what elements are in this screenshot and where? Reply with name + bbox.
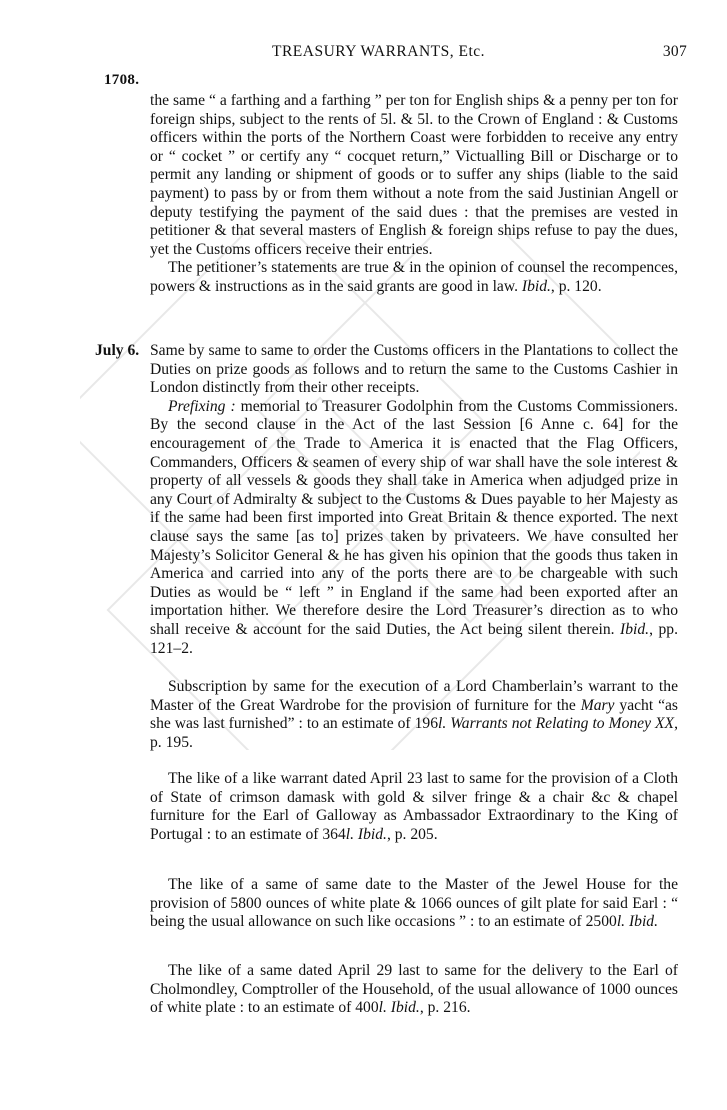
date-margin-label: July 6.	[95, 342, 140, 359]
paragraph-4: Prefixing : memorial to Treasurer Godolphin from the Customs Commissioners. By the second clause in the Act of the last Session [6 Anne c. 64] for the encouragement of the Trade to America it is enacted that the Flag Officers, Commanders, Officers & seamen of every ship of war shall have the sole interest & property of all vessels & goods they shall take in America when adjudged prize in any Court of Admiralty & subject to the Customs & Dues payable to her Majesty as if the same had been first imported into Great Britain & thence exported. The next clause says the same [as to] prizes taken by privateers. We have consulted her Majesty’s Solicitor General & he has given his opinion that the goods thus taken in America and carried into any of the ports there are to be chargeable with such Duties as would be “ left ” in England if the same had been exported after an importation hither. We therefore desire the Lord Treasurer’s direction as to who shall receive & account for the said Duties, the Act being silent therein. Ibid., pp. 121–2.	[150, 397, 678, 657]
paragraph-3: Same by same to same to order the Customs officers in the Plantations to collect the Duties on prize goods as follows and to return the same to the Customs Cashier in London distinctly from their other receipts.	[150, 342, 678, 397]
paragraph-2: The petitioner’s statements are true & in the opinion of counsel the recompences, powers & instructions as in the said grants are good in law. Ibid., p. 120.	[150, 259, 678, 295]
entry-continuation	[150, 92, 678, 297]
entry-july-6	[150, 342, 678, 658]
entry-cholmondley	[150, 962, 678, 1018]
paragraph-7: The like of a same of same date to the Master of the Jewel House for the provision of 5800 ounces of white plate & 1066 ounces of gilt plate for said Earl : “ being the usual allowance on such like occasions ” : to an estimate of 2500l. Ibid.	[150, 876, 678, 931]
entry-subscription	[150, 678, 678, 752]
paragraph-6: The like of a like warrant dated April 23 last to same for the provision of a Cloth of State of crimson damask with gold & silver fringe & a chair &c & chapel furniture for the Earl of Galloway as Ambassador Extraordinary to the King of Portugal : to an estimate of 364l. Ibid., p. 205.	[150, 770, 678, 843]
paragraph-1: the same “ a farthing and a farthing ” per ton for English ships & a penny per ton for foreign ships, subject to the rents of 5l. & 5l. to the Crown of England : & Customs officers within the ports of the Northern Coast were forbidden to receive any entry or “ cocket ” or certify any “ cocquet return,” Victualling Bill or Discharge or to permit any landing or shipment of goods or to suffer any ships (liable to the said payment) to pass by or from them without a note from the said Justinian Angell or deputy testifying the payment of the said dues : that the premises are vested in petitioner & that several masters of English & foreign ships refuse to pay the dues, yet the Customs officers receive their entries.	[150, 92, 678, 258]
paragraph-8: The like of a same dated April 29 last to same for the delivery to the Earl of Cholmondley, Comptroller of the Household, of the usual allowance of 1000 ounces of white plate : to an estimate of 400l. Ibid., p. 216.	[150, 962, 678, 1017]
year-label: 1708.	[104, 72, 140, 88]
page-number: 307	[662, 43, 687, 60]
running-title: TREASURY WARRANTS, Etc.	[272, 43, 486, 60]
page-header	[104, 42, 687, 88]
entry-galloway-furniture	[150, 770, 678, 844]
paragraph-5: Subscription by same for the execution of a Lord Chamberlain’s warrant to the Master of the Great Wardrobe for the provision of furniture for the Mary yacht “as she was last furnished” : to an estimate of 196l. Warrants not Relating to Money XX, p. 195.	[150, 678, 678, 751]
entry-jewel-house	[150, 876, 678, 932]
